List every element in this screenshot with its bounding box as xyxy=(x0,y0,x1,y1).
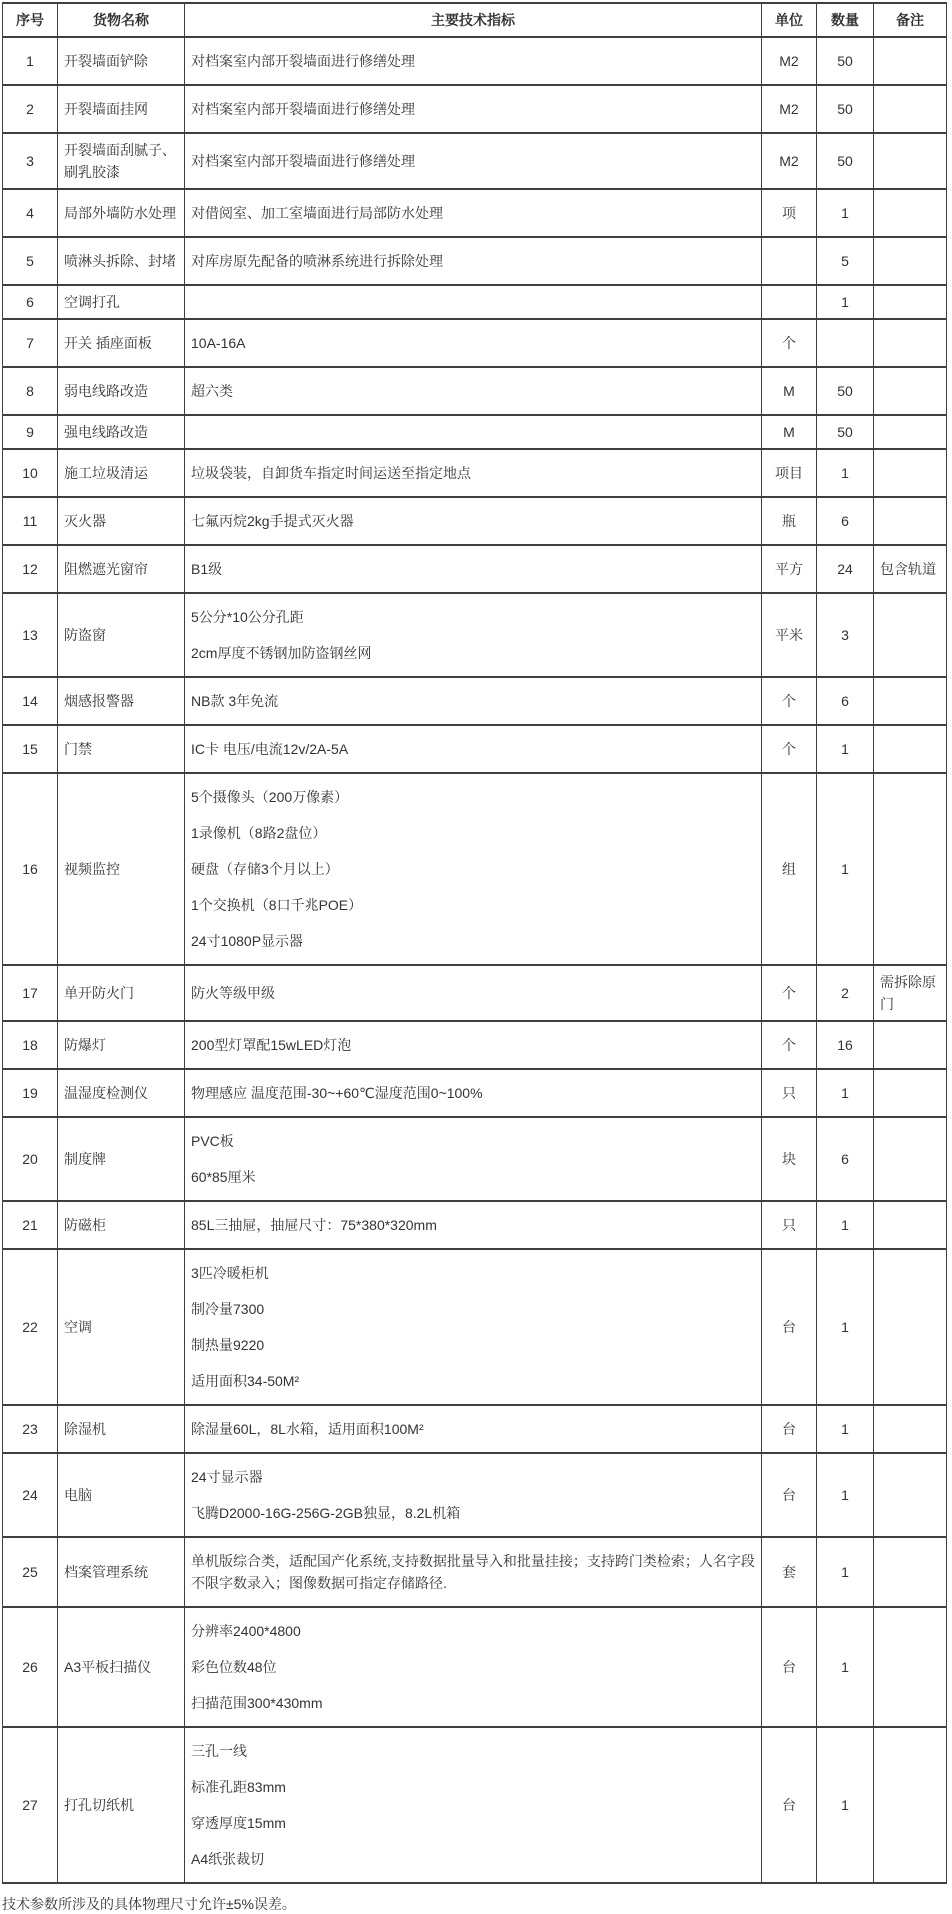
unit-cell: M xyxy=(762,367,817,415)
table-row xyxy=(3,1607,947,1727)
index-cell: 27 xyxy=(3,1727,58,1883)
unit-cell: M2 xyxy=(762,85,817,133)
qty-cell: 1 xyxy=(817,1537,874,1607)
spec-cell xyxy=(185,1201,762,1249)
remark-cell xyxy=(874,1405,947,1453)
index-cell: 11 xyxy=(3,497,58,545)
name-cell: 阻燃遮光窗帘 xyxy=(58,545,185,593)
index-cell: 15 xyxy=(3,725,58,773)
unit-cell xyxy=(762,285,817,319)
spec-line: 24寸1080P显示器 xyxy=(191,933,304,949)
qty-cell xyxy=(817,319,874,367)
name-cell: 档案管理系统 xyxy=(58,1537,185,1607)
qty-cell: 50 xyxy=(817,367,874,415)
remark-cell xyxy=(874,773,947,965)
spec-line: NB款 3年免流 xyxy=(191,693,279,709)
spec-line: 物理感应 温度范围-30~+60℃湿度范围0~100% xyxy=(191,1085,483,1101)
spec-line: 1录像机（8路2盘位） xyxy=(191,825,327,841)
table-row xyxy=(3,189,947,237)
remark-cell xyxy=(874,189,947,237)
unit-cell: 只 xyxy=(762,1201,817,1249)
qty-cell: 50 xyxy=(817,415,874,449)
spec-line: 垃圾袋装，自卸货车指定时间运送至指定地点 xyxy=(191,465,471,481)
unit-cell: 台 xyxy=(762,1727,817,1883)
unit-cell: M xyxy=(762,415,817,449)
remark-cell xyxy=(874,1069,947,1117)
spec-cell xyxy=(185,1537,762,1607)
index-cell: 14 xyxy=(3,677,58,725)
spec-cell xyxy=(185,773,762,965)
remark-cell xyxy=(874,1607,947,1727)
remark-cell xyxy=(874,1117,947,1201)
spec-line: 飞腾D2000-16G-256G-2GB独显，8.2L机箱 xyxy=(191,1505,461,1521)
qty-cell: 1 xyxy=(817,1069,874,1117)
unit-cell: 台 xyxy=(762,1249,817,1405)
spec-line: 60*85厘米 xyxy=(191,1169,256,1185)
qty-cell: 5 xyxy=(817,237,874,285)
name-cell: 灭火器 xyxy=(58,497,185,545)
name-cell: 单开防火门 xyxy=(58,965,185,1021)
spec-cell xyxy=(185,677,762,725)
unit-cell: 台 xyxy=(762,1405,817,1453)
table-row xyxy=(3,1021,947,1069)
qty-cell: 1 xyxy=(817,189,874,237)
remark-cell xyxy=(874,37,947,85)
index-cell: 16 xyxy=(3,773,58,965)
unit-cell: 项目 xyxy=(762,449,817,497)
remark-cell xyxy=(874,1727,947,1883)
name-cell: A3平板扫描仪 xyxy=(58,1607,185,1727)
table-row xyxy=(3,677,947,725)
table-row xyxy=(3,1405,947,1453)
name-cell: 弱电线路改造 xyxy=(58,367,185,415)
qty-cell: 6 xyxy=(817,677,874,725)
remark-cell xyxy=(874,319,947,367)
spec-line: 三孔一线 xyxy=(191,1743,247,1759)
column-header-name: 货物名称 xyxy=(58,3,185,37)
unit-cell: 台 xyxy=(762,1453,817,1537)
remark-cell xyxy=(874,1201,947,1249)
spec-line: 七氟丙烷2kg手提式灭火器 xyxy=(191,513,354,529)
spec-cell xyxy=(185,85,762,133)
index-cell: 8 xyxy=(3,367,58,415)
remark-cell xyxy=(874,1453,947,1537)
index-cell: 25 xyxy=(3,1537,58,1607)
table-row xyxy=(3,1537,947,1607)
remark-cell xyxy=(874,1249,947,1405)
index-cell: 4 xyxy=(3,189,58,237)
spec-line: 5个摄像头（200万像素） xyxy=(191,789,349,805)
name-cell: 门禁 xyxy=(58,725,185,773)
table-row xyxy=(3,85,947,133)
table-row xyxy=(3,1453,947,1537)
remark-cell xyxy=(874,133,947,189)
table-row xyxy=(3,545,947,593)
remark-cell xyxy=(874,1021,947,1069)
table-row xyxy=(3,593,947,677)
spec-line: 85L三抽屉，抽屉尺寸：75*380*320mm xyxy=(191,1217,437,1233)
index-cell: 17 xyxy=(3,965,58,1021)
name-cell: 温湿度检测仪 xyxy=(58,1069,185,1117)
spec-cell xyxy=(185,593,762,677)
remark-cell xyxy=(874,415,947,449)
spec-line: 彩色位数48位 xyxy=(191,1659,277,1675)
column-header-index: 序号 xyxy=(3,3,58,37)
remark-cell xyxy=(874,85,947,133)
unit-cell: 只 xyxy=(762,1069,817,1117)
table-row xyxy=(3,1069,947,1117)
index-cell: 22 xyxy=(3,1249,58,1405)
column-header-unit: 单位 xyxy=(762,3,817,37)
spec-cell xyxy=(185,285,762,319)
remark-cell xyxy=(874,367,947,415)
index-cell: 20 xyxy=(3,1117,58,1201)
qty-cell: 1 xyxy=(817,449,874,497)
qty-cell: 50 xyxy=(817,85,874,133)
spec-cell xyxy=(185,189,762,237)
spec-cell xyxy=(185,1069,762,1117)
name-cell: 施工垃圾清运 xyxy=(58,449,185,497)
spec-cell xyxy=(185,1021,762,1069)
spec-line: 分辨率2400*4800 xyxy=(191,1623,301,1639)
spec-cell xyxy=(185,497,762,545)
unit-cell: M2 xyxy=(762,133,817,189)
table-row xyxy=(3,497,947,545)
spec-cell xyxy=(185,237,762,285)
spec-cell xyxy=(185,133,762,189)
unit-cell: 瓶 xyxy=(762,497,817,545)
spec-line: 2cm厚度不锈钢加防盗钢丝网 xyxy=(191,645,372,661)
spec-cell xyxy=(185,1117,762,1201)
table-row xyxy=(3,965,947,1021)
unit-cell: 个 xyxy=(762,319,817,367)
unit-cell: 个 xyxy=(762,965,817,1021)
index-cell: 19 xyxy=(3,1069,58,1117)
index-cell: 7 xyxy=(3,319,58,367)
spec-cell xyxy=(185,37,762,85)
spec-line: PVC板 xyxy=(191,1133,234,1149)
qty-cell: 1 xyxy=(817,1727,874,1883)
name-cell: 防磁柜 xyxy=(58,1201,185,1249)
spec-line: 5公分*10公分孔距 xyxy=(191,609,304,625)
qty-cell: 50 xyxy=(817,133,874,189)
unit-cell: M2 xyxy=(762,37,817,85)
unit-cell: 块 xyxy=(762,1117,817,1201)
name-cell: 除湿机 xyxy=(58,1405,185,1453)
unit-cell: 个 xyxy=(762,1021,817,1069)
name-cell: 开裂墙面铲除 xyxy=(58,37,185,85)
name-cell: 喷淋头拆除、封堵 xyxy=(58,237,185,285)
unit-cell xyxy=(762,237,817,285)
name-cell: 烟感报警器 xyxy=(58,677,185,725)
table-row xyxy=(3,1201,947,1249)
unit-cell: 平米 xyxy=(762,593,817,677)
spec-line: 对档案室内部开裂墙面进行修缮处理 xyxy=(191,101,415,117)
qty-cell: 1 xyxy=(817,1249,874,1405)
unit-cell: 套 xyxy=(762,1537,817,1607)
spec-line: B1级 xyxy=(191,561,223,577)
qty-cell: 1 xyxy=(817,1607,874,1727)
qty-cell: 1 xyxy=(817,1201,874,1249)
spec-line: 对借阅室、加工室墙面进行局部防水处理 xyxy=(191,205,443,221)
index-cell: 6 xyxy=(3,285,58,319)
index-cell: 3 xyxy=(3,133,58,189)
index-cell: 21 xyxy=(3,1201,58,1249)
tolerance-note: 技术参数所涉及的具体物理尺寸允许±5%误差。 xyxy=(2,1896,296,1912)
remark-cell xyxy=(874,1537,947,1607)
unit-cell: 平方 xyxy=(762,545,817,593)
qty-cell: 6 xyxy=(817,497,874,545)
qty-cell: 1 xyxy=(817,1453,874,1537)
qty-cell: 16 xyxy=(817,1021,874,1069)
qty-cell: 1 xyxy=(817,1405,874,1453)
unit-cell: 台 xyxy=(762,1607,817,1727)
remark-cell xyxy=(874,497,947,545)
unit-cell: 项 xyxy=(762,189,817,237)
spec-line: 单机版综合类，适配国产化系统,支持数据批量导入和批量挂接；支持跨门类检索；人名字段不限字数录入；图像数据可指定存储路径. xyxy=(191,1553,755,1591)
spec-line: 除湿量60L，8L水箱，适用面积100M² xyxy=(191,1421,424,1437)
goods-spec-table xyxy=(2,2,947,1884)
qty-cell: 2 xyxy=(817,965,874,1021)
name-cell: 开裂墙面挂网 xyxy=(58,85,185,133)
qty-cell: 50 xyxy=(817,37,874,85)
name-cell: 电脑 xyxy=(58,1453,185,1537)
spec-cell xyxy=(185,1405,762,1453)
remark-cell xyxy=(874,237,947,285)
spec-line: 1个交换机（8口千兆POE） xyxy=(191,897,363,913)
name-cell: 空调 xyxy=(58,1249,185,1405)
spec-line: IC卡 电压/电流12v/2A-5A xyxy=(191,741,349,757)
spec-line: 10A-16A xyxy=(191,335,246,351)
unit-cell: 个 xyxy=(762,677,817,725)
spec-cell xyxy=(185,367,762,415)
spec-cell xyxy=(185,449,762,497)
name-cell: 局部外墙防水处理 xyxy=(58,189,185,237)
remark-cell xyxy=(874,725,947,773)
table-row xyxy=(3,285,947,319)
index-cell: 9 xyxy=(3,415,58,449)
spec-line: 对档案室内部开裂墙面进行修缮处理 xyxy=(191,153,415,169)
spec-cell xyxy=(185,725,762,773)
name-cell: 防爆灯 xyxy=(58,1021,185,1069)
qty-cell: 24 xyxy=(817,545,874,593)
name-cell: 制度牌 xyxy=(58,1117,185,1201)
table-row xyxy=(3,319,947,367)
table-row xyxy=(3,133,947,189)
table-row xyxy=(3,1727,947,1883)
index-cell: 13 xyxy=(3,593,58,677)
qty-cell: 3 xyxy=(817,593,874,677)
spec-line: 适用面积34-50M² xyxy=(191,1373,300,1389)
spec-cell xyxy=(185,319,762,367)
spec-line: 200型灯罩配15wLED灯泡 xyxy=(191,1037,352,1053)
remark-cell xyxy=(874,677,947,725)
index-cell: 10 xyxy=(3,449,58,497)
table-row xyxy=(3,449,947,497)
spec-line: 对库房原先配备的喷淋系统进行拆除处理 xyxy=(191,253,443,269)
spec-line: 超六类 xyxy=(191,383,233,399)
spec-cell xyxy=(185,1249,762,1405)
name-cell: 打孔切纸机 xyxy=(58,1727,185,1883)
name-cell: 空调打孔 xyxy=(58,285,185,319)
spec-cell xyxy=(185,1453,762,1537)
spec-line: 制冷量7300 xyxy=(191,1301,265,1317)
spec-cell xyxy=(185,1607,762,1727)
qty-cell: 1 xyxy=(817,285,874,319)
index-cell: 23 xyxy=(3,1405,58,1453)
spec-line: 对档案室内部开裂墙面进行修缮处理 xyxy=(191,53,415,69)
table-row xyxy=(3,415,947,449)
spec-line: 3匹冷暖柜机 xyxy=(191,1265,269,1281)
qty-cell: 1 xyxy=(817,773,874,965)
index-cell: 2 xyxy=(3,85,58,133)
qty-cell: 6 xyxy=(817,1117,874,1201)
spec-line: 穿透厚度15mm xyxy=(191,1815,286,1831)
spec-line: 制热量9220 xyxy=(191,1337,265,1353)
qty-cell: 1 xyxy=(817,725,874,773)
spec-line: 24寸显示器 xyxy=(191,1469,263,1485)
table-row xyxy=(3,1249,947,1405)
table-row xyxy=(3,725,947,773)
name-cell: 开裂墙面刮腻子、刷乳胶漆 xyxy=(58,133,185,189)
remark-cell: 需拆除原门 xyxy=(874,965,947,1021)
table-row xyxy=(3,1117,947,1201)
unit-cell: 组 xyxy=(762,773,817,965)
name-cell: 开关 插座面板 xyxy=(58,319,185,367)
column-header-spec: 主要技术指标 xyxy=(185,3,762,37)
spec-line: A4纸张裁切 xyxy=(191,1851,265,1867)
spec-cell xyxy=(185,1727,762,1883)
name-cell: 视频监控 xyxy=(58,773,185,965)
index-cell: 5 xyxy=(3,237,58,285)
column-header-remark: 备注 xyxy=(874,3,947,37)
spec-line: 扫描范围300*430mm xyxy=(191,1695,323,1711)
table-header-row xyxy=(3,3,947,37)
remark-cell xyxy=(874,285,947,319)
spec-line: 硬盘（存储3个月以上） xyxy=(191,861,339,877)
remark-cell xyxy=(874,449,947,497)
spec-line: 标准孔距83mm xyxy=(191,1779,286,1795)
table-row xyxy=(3,367,947,415)
index-cell: 12 xyxy=(3,545,58,593)
spec-cell xyxy=(185,415,762,449)
remark-cell: 包含轨道 xyxy=(874,545,947,593)
table-row xyxy=(3,37,947,85)
index-cell: 24 xyxy=(3,1453,58,1537)
column-header-qty: 数量 xyxy=(817,3,874,37)
name-cell: 防盗窗 xyxy=(58,593,185,677)
index-cell: 26 xyxy=(3,1607,58,1727)
table-row xyxy=(3,773,947,965)
remark-cell xyxy=(874,593,947,677)
spec-cell xyxy=(185,965,762,1021)
table-row xyxy=(3,237,947,285)
spec-line: 防火等级甲级 xyxy=(191,985,275,1001)
index-cell: 18 xyxy=(3,1021,58,1069)
spec-cell xyxy=(185,545,762,593)
index-cell: 1 xyxy=(3,37,58,85)
unit-cell: 个 xyxy=(762,725,817,773)
name-cell: 强电线路改造 xyxy=(58,415,185,449)
